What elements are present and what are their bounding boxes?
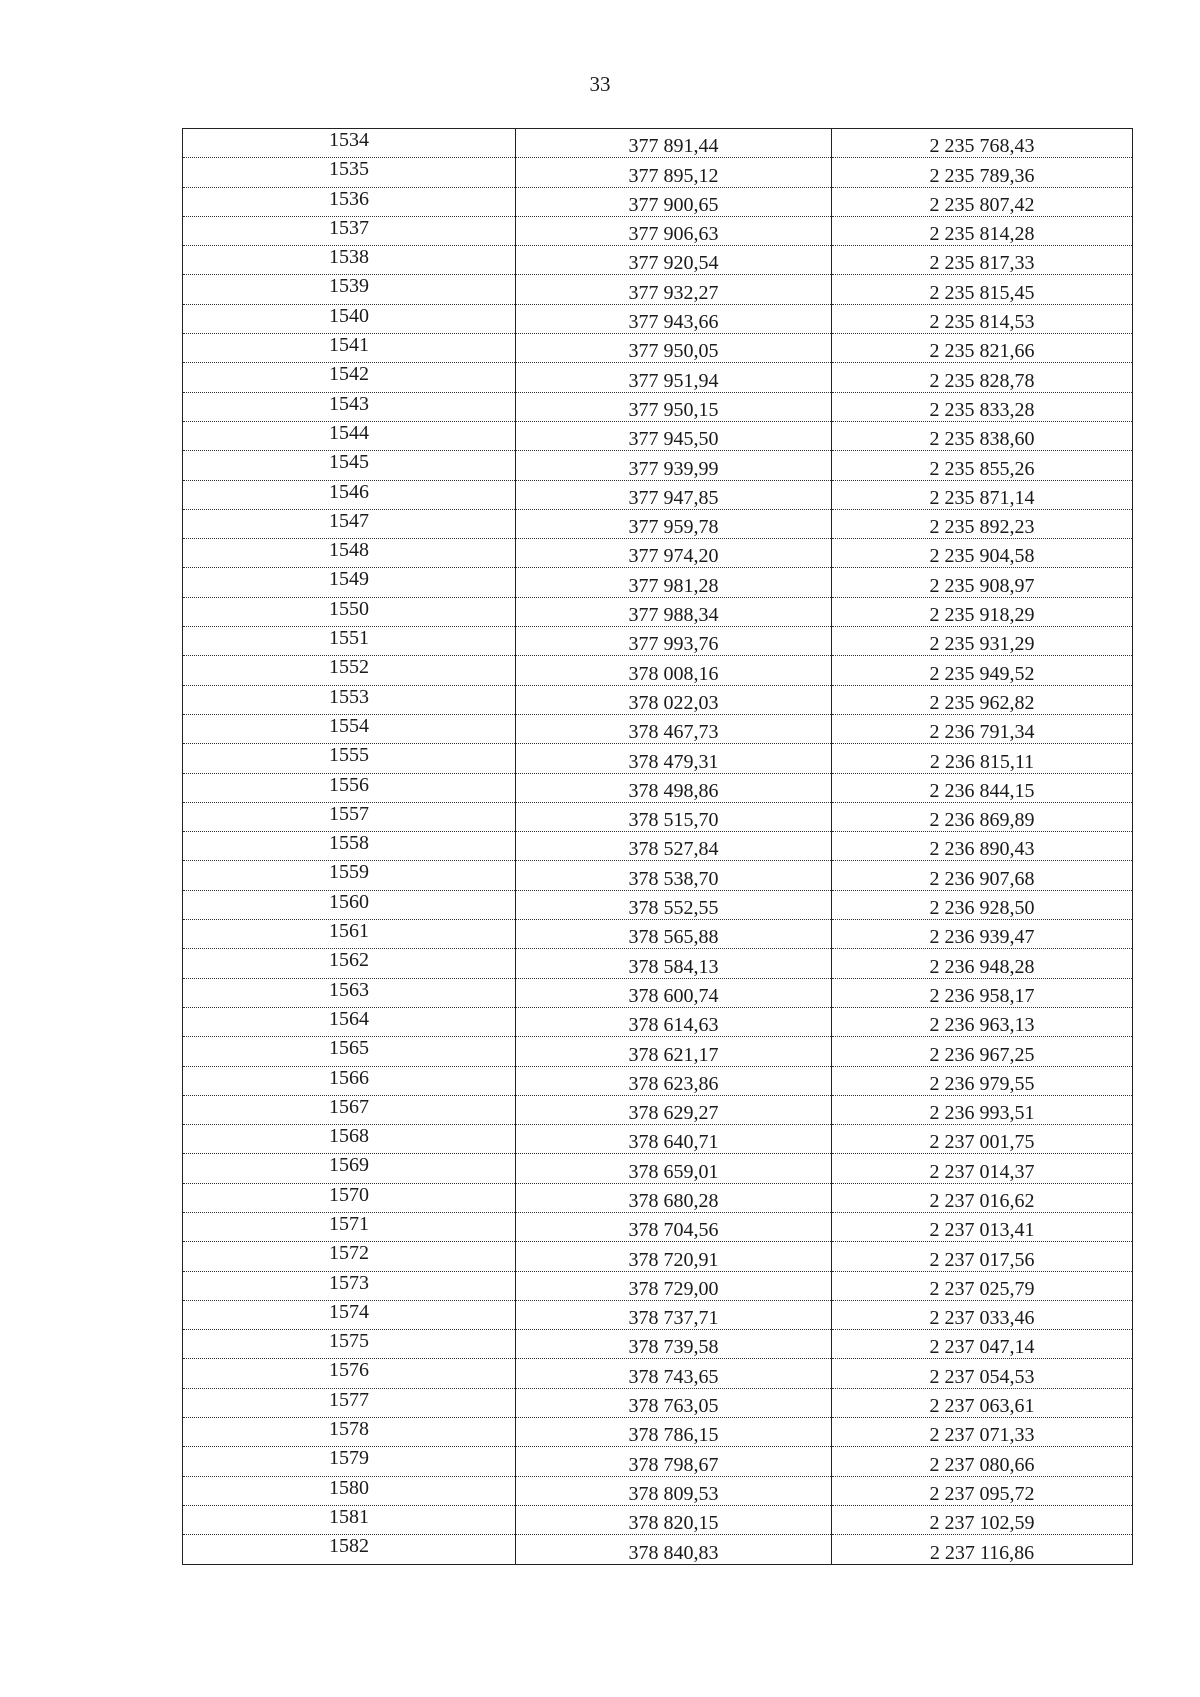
table-row <box>183 773 1133 802</box>
y-coordinate-cell: 2 235 871,14 <box>832 480 1133 509</box>
table-row <box>183 744 1133 773</box>
x-coordinate-cell: 378 022,03 <box>516 685 832 714</box>
table-row <box>183 685 1133 714</box>
y-coordinate-cell: 2 237 016,62 <box>832 1183 1133 1212</box>
x-coordinate-cell: 378 763,05 <box>516 1388 832 1417</box>
x-coordinate-cell: 378 623,86 <box>516 1066 832 1095</box>
table-row <box>183 392 1133 421</box>
x-coordinate-cell: 377 950,05 <box>516 334 832 363</box>
table-row <box>183 246 1133 275</box>
y-coordinate-cell: 2 237 063,61 <box>832 1388 1133 1417</box>
x-coordinate-cell: 378 621,17 <box>516 1037 832 1066</box>
table-row <box>183 1154 1133 1183</box>
point-number-cell: 1572 <box>183 1242 516 1271</box>
table-row <box>183 920 1133 949</box>
table-row <box>183 861 1133 890</box>
x-coordinate-cell: 378 809,53 <box>516 1476 832 1505</box>
point-number-cell: 1555 <box>183 744 516 773</box>
table-row <box>183 275 1133 304</box>
point-number-cell: 1561 <box>183 920 516 949</box>
y-coordinate-cell: 2 236 939,47 <box>832 920 1133 949</box>
coordinates-table-body <box>183 129 1133 1565</box>
y-coordinate-cell: 2 236 979,55 <box>832 1066 1133 1095</box>
y-coordinate-cell: 2 235 815,45 <box>832 275 1133 304</box>
coordinates-table <box>182 128 1133 1565</box>
y-coordinate-cell: 2 236 890,43 <box>832 832 1133 861</box>
point-number-cell: 1575 <box>183 1330 516 1359</box>
x-coordinate-cell: 377 920,54 <box>516 246 832 275</box>
y-coordinate-cell: 2 237 071,33 <box>832 1418 1133 1447</box>
x-coordinate-cell: 377 891,44 <box>516 129 832 158</box>
x-coordinate-cell: 378 614,63 <box>516 1007 832 1036</box>
y-coordinate-cell: 2 235 962,82 <box>832 685 1133 714</box>
x-coordinate-cell: 378 640,71 <box>516 1125 832 1154</box>
y-coordinate-cell: 2 235 789,36 <box>832 158 1133 187</box>
point-number-cell: 1542 <box>183 363 516 392</box>
point-number-cell: 1552 <box>183 656 516 685</box>
y-coordinate-cell: 2 237 054,53 <box>832 1359 1133 1388</box>
point-number-cell: 1574 <box>183 1300 516 1329</box>
point-number-cell: 1577 <box>183 1388 516 1417</box>
x-coordinate-cell: 378 720,91 <box>516 1242 832 1271</box>
x-coordinate-cell: 378 729,00 <box>516 1271 832 1300</box>
x-coordinate-cell: 378 538,70 <box>516 861 832 890</box>
point-number-cell: 1550 <box>183 597 516 626</box>
point-number-cell: 1545 <box>183 451 516 480</box>
point-number-cell: 1581 <box>183 1505 516 1534</box>
point-number-cell: 1541 <box>183 334 516 363</box>
x-coordinate-cell: 378 515,70 <box>516 802 832 831</box>
y-coordinate-cell: 2 236 869,89 <box>832 802 1133 831</box>
table-row <box>183 1418 1133 1447</box>
point-number-cell: 1580 <box>183 1476 516 1505</box>
table-row <box>183 1125 1133 1154</box>
x-coordinate-cell: 377 895,12 <box>516 158 832 187</box>
table-row <box>183 568 1133 597</box>
y-coordinate-cell: 2 235 814,53 <box>832 304 1133 333</box>
point-number-cell: 1564 <box>183 1007 516 1036</box>
point-number-cell: 1534 <box>183 129 516 158</box>
table-row <box>183 1212 1133 1241</box>
y-coordinate-cell: 2 237 080,66 <box>832 1447 1133 1476</box>
point-number-cell: 1535 <box>183 158 516 187</box>
y-coordinate-cell: 2 235 918,29 <box>832 597 1133 626</box>
y-coordinate-cell: 2 235 892,23 <box>832 509 1133 538</box>
x-coordinate-cell: 378 786,15 <box>516 1418 832 1447</box>
y-coordinate-cell: 2 237 095,72 <box>832 1476 1133 1505</box>
x-coordinate-cell: 377 943,66 <box>516 304 832 333</box>
point-number-cell: 1548 <box>183 539 516 568</box>
x-coordinate-cell: 378 798,67 <box>516 1447 832 1476</box>
x-coordinate-cell: 378 743,65 <box>516 1359 832 1388</box>
y-coordinate-cell: 2 236 815,11 <box>832 744 1133 773</box>
point-number-cell: 1566 <box>183 1066 516 1095</box>
table-row <box>183 714 1133 743</box>
point-number-cell: 1538 <box>183 246 516 275</box>
y-coordinate-cell: 2 236 791,34 <box>832 714 1133 743</box>
point-number-cell: 1567 <box>183 1095 516 1124</box>
table-row <box>183 1095 1133 1124</box>
table-row <box>183 363 1133 392</box>
x-coordinate-cell: 377 974,20 <box>516 539 832 568</box>
x-coordinate-cell: 378 840,83 <box>516 1535 832 1564</box>
x-coordinate-cell: 377 900,65 <box>516 187 832 216</box>
y-coordinate-cell: 2 236 948,28 <box>832 949 1133 978</box>
table-row <box>183 480 1133 509</box>
y-coordinate-cell: 2 235 949,52 <box>832 656 1133 685</box>
table-row <box>183 158 1133 187</box>
table-row <box>183 129 1133 158</box>
y-coordinate-cell: 2 235 814,28 <box>832 216 1133 245</box>
y-coordinate-cell: 2 235 807,42 <box>832 187 1133 216</box>
point-number-cell: 1540 <box>183 304 516 333</box>
x-coordinate-cell: 378 600,74 <box>516 978 832 1007</box>
table-row <box>183 1300 1133 1329</box>
y-coordinate-cell: 2 235 904,58 <box>832 539 1133 568</box>
x-coordinate-cell: 378 584,13 <box>516 949 832 978</box>
point-number-cell: 1549 <box>183 568 516 597</box>
x-coordinate-cell: 378 527,84 <box>516 832 832 861</box>
point-number-cell: 1578 <box>183 1418 516 1447</box>
table-row <box>183 1447 1133 1476</box>
x-coordinate-cell: 378 680,28 <box>516 1183 832 1212</box>
x-coordinate-cell: 377 939,99 <box>516 451 832 480</box>
table-row <box>183 949 1133 978</box>
point-number-cell: 1579 <box>183 1447 516 1476</box>
x-coordinate-cell: 377 993,76 <box>516 627 832 656</box>
y-coordinate-cell: 2 235 908,97 <box>832 568 1133 597</box>
point-number-cell: 1553 <box>183 685 516 714</box>
x-coordinate-cell: 378 629,27 <box>516 1095 832 1124</box>
y-coordinate-cell: 2 235 855,26 <box>832 451 1133 480</box>
table-row <box>183 1242 1133 1271</box>
y-coordinate-cell: 2 237 102,59 <box>832 1505 1133 1534</box>
x-coordinate-cell: 378 008,16 <box>516 656 832 685</box>
x-coordinate-cell: 378 565,88 <box>516 920 832 949</box>
point-number-cell: 1573 <box>183 1271 516 1300</box>
table-row <box>183 1535 1133 1564</box>
table-row <box>183 509 1133 538</box>
point-number-cell: 1544 <box>183 421 516 450</box>
point-number-cell: 1556 <box>183 773 516 802</box>
x-coordinate-cell: 378 704,56 <box>516 1212 832 1241</box>
y-coordinate-cell: 2 236 958,17 <box>832 978 1133 1007</box>
x-coordinate-cell: 377 945,50 <box>516 421 832 450</box>
point-number-cell: 1582 <box>183 1535 516 1564</box>
table-row <box>183 539 1133 568</box>
point-number-cell: 1562 <box>183 949 516 978</box>
y-coordinate-cell: 2 235 768,43 <box>832 129 1133 158</box>
y-coordinate-cell: 2 237 014,37 <box>832 1154 1133 1183</box>
point-number-cell: 1569 <box>183 1154 516 1183</box>
point-number-cell: 1546 <box>183 480 516 509</box>
y-coordinate-cell: 2 237 001,75 <box>832 1125 1133 1154</box>
y-coordinate-cell: 2 235 833,28 <box>832 392 1133 421</box>
point-number-cell: 1551 <box>183 627 516 656</box>
y-coordinate-cell: 2 237 033,46 <box>832 1300 1133 1329</box>
table-row <box>183 832 1133 861</box>
table-row <box>183 1330 1133 1359</box>
y-coordinate-cell: 2 235 838,60 <box>832 421 1133 450</box>
x-coordinate-cell: 377 906,63 <box>516 216 832 245</box>
point-number-cell: 1570 <box>183 1183 516 1212</box>
point-number-cell: 1557 <box>183 802 516 831</box>
point-number-cell: 1554 <box>183 714 516 743</box>
y-coordinate-cell: 2 236 963,13 <box>832 1007 1133 1036</box>
x-coordinate-cell: 377 947,85 <box>516 480 832 509</box>
x-coordinate-cell: 377 951,94 <box>516 363 832 392</box>
table-row <box>183 627 1133 656</box>
y-coordinate-cell: 2 235 817,33 <box>832 246 1133 275</box>
x-coordinate-cell: 378 552,55 <box>516 890 832 919</box>
y-coordinate-cell: 2 236 907,68 <box>832 861 1133 890</box>
table-row <box>183 1271 1133 1300</box>
table-row <box>183 1388 1133 1417</box>
table-row <box>183 1505 1133 1534</box>
point-number-cell: 1559 <box>183 861 516 890</box>
x-coordinate-cell: 377 981,28 <box>516 568 832 597</box>
y-coordinate-cell: 2 235 931,29 <box>832 627 1133 656</box>
table-row <box>183 187 1133 216</box>
point-number-cell: 1568 <box>183 1125 516 1154</box>
table-row <box>183 802 1133 831</box>
x-coordinate-cell: 378 498,86 <box>516 773 832 802</box>
x-coordinate-cell: 378 659,01 <box>516 1154 832 1183</box>
table-row <box>183 451 1133 480</box>
point-number-cell: 1539 <box>183 275 516 304</box>
y-coordinate-cell: 2 235 821,66 <box>832 334 1133 363</box>
point-number-cell: 1563 <box>183 978 516 1007</box>
y-coordinate-cell: 2 237 116,86 <box>832 1535 1133 1564</box>
x-coordinate-cell: 378 467,73 <box>516 714 832 743</box>
point-number-cell: 1547 <box>183 509 516 538</box>
point-number-cell: 1576 <box>183 1359 516 1388</box>
table-row <box>183 1007 1133 1036</box>
point-number-cell: 1536 <box>183 187 516 216</box>
x-coordinate-cell: 377 950,15 <box>516 392 832 421</box>
x-coordinate-cell: 377 959,78 <box>516 509 832 538</box>
table-row <box>183 1037 1133 1066</box>
table-row <box>183 334 1133 363</box>
table-row <box>183 656 1133 685</box>
point-number-cell: 1543 <box>183 392 516 421</box>
y-coordinate-cell: 2 236 928,50 <box>832 890 1133 919</box>
x-coordinate-cell: 378 479,31 <box>516 744 832 773</box>
point-number-cell: 1571 <box>183 1212 516 1241</box>
y-coordinate-cell: 2 235 828,78 <box>832 363 1133 392</box>
table-row <box>183 304 1133 333</box>
table-row <box>183 978 1133 1007</box>
table-row <box>183 890 1133 919</box>
y-coordinate-cell: 2 236 967,25 <box>832 1037 1133 1066</box>
table-row <box>183 1476 1133 1505</box>
y-coordinate-cell: 2 236 844,15 <box>832 773 1133 802</box>
table-row <box>183 597 1133 626</box>
point-number-cell: 1565 <box>183 1037 516 1066</box>
y-coordinate-cell: 2 237 017,56 <box>832 1242 1133 1271</box>
y-coordinate-cell: 2 237 047,14 <box>832 1330 1133 1359</box>
table-row <box>183 1183 1133 1212</box>
x-coordinate-cell: 378 739,58 <box>516 1330 832 1359</box>
x-coordinate-cell: 377 988,34 <box>516 597 832 626</box>
page-number: 33 <box>589 72 611 96</box>
y-coordinate-cell: 2 237 013,41 <box>832 1212 1133 1241</box>
x-coordinate-cell: 378 737,71 <box>516 1300 832 1329</box>
x-coordinate-cell: 377 932,27 <box>516 275 832 304</box>
table-row <box>183 421 1133 450</box>
point-number-cell: 1560 <box>183 890 516 919</box>
point-number-cell: 1558 <box>183 832 516 861</box>
table-row <box>183 1066 1133 1095</box>
y-coordinate-cell: 2 236 993,51 <box>832 1095 1133 1124</box>
table-row <box>183 1359 1133 1388</box>
table-row <box>183 216 1133 245</box>
y-coordinate-cell: 2 237 025,79 <box>832 1271 1133 1300</box>
x-coordinate-cell: 378 820,15 <box>516 1505 832 1534</box>
point-number-cell: 1537 <box>183 216 516 245</box>
